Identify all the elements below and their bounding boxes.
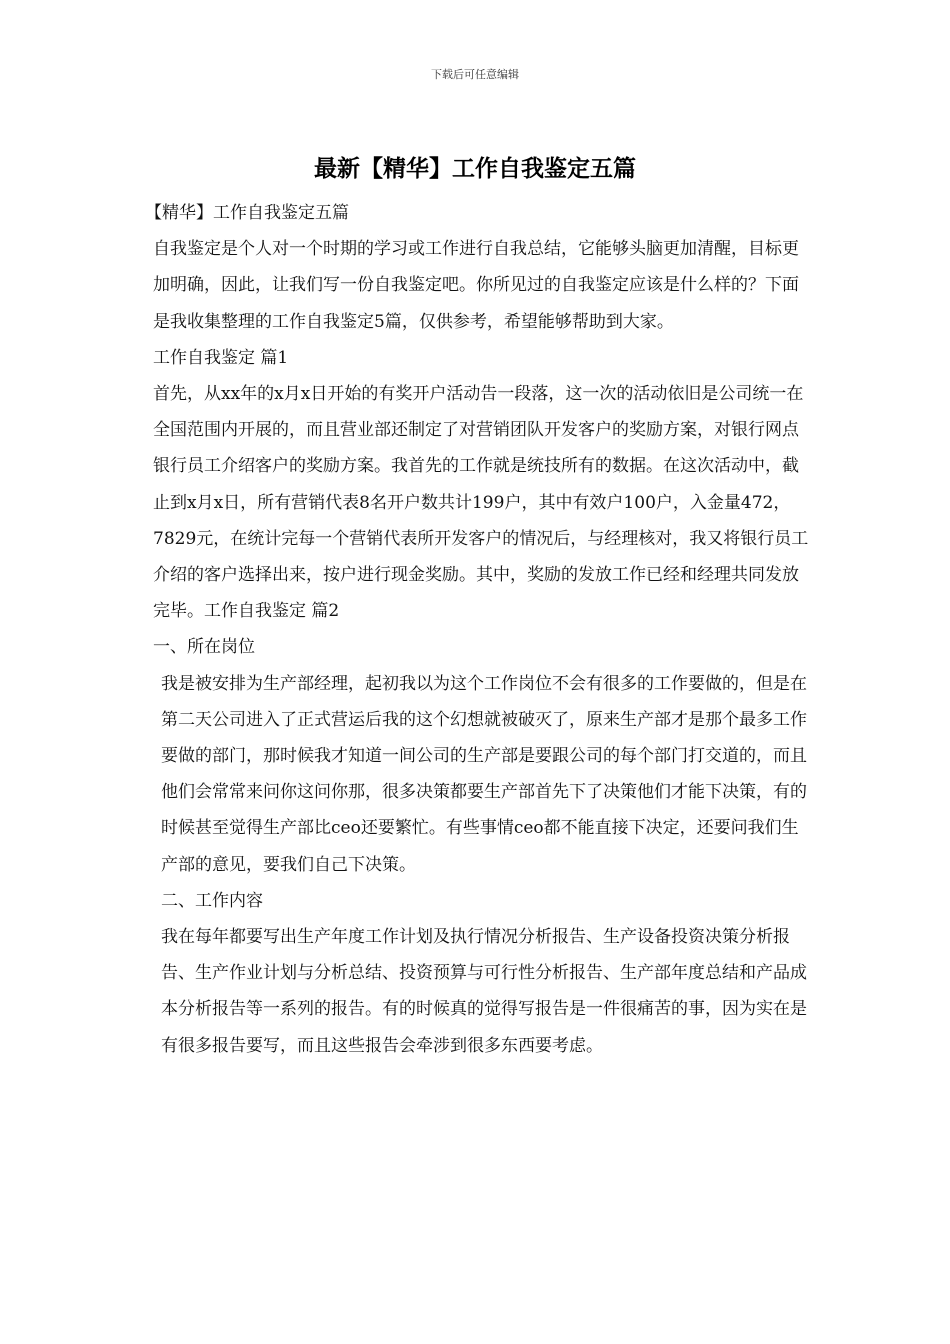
intro-paragraph: 自我鉴定是个人对一个时期的学习或工作进行自我总结，它能够头脑更加清醒，目标更加明确，因此，让我们写一份自我鉴定吧。你所见过的自我鉴定应该是什么样的？下面是我收集整理的工作自我鉴定5篇，仅供参考，希望能够帮助到大家。 <box>153 239 799 332</box>
section2-item2-paragraph: 我在每年都要写出生产年度工作计划及执行情况分析报告、生产设备投资决策分析报告、生产作业计划与分析总结、投资预算与可行性分析报告、生产部年度总结和产品成本分析报告等一系列的报告。有的时候真的觉得写报告是一件很痛苦的事，因为实在是有很多报告要写，而且这些报告会牵涉到很多东西要考虑。 <box>161 927 807 1056</box>
section2-item2-heading: 二、工作内容 <box>161 890 263 911</box>
section1-heading: 工作自我鉴定 篇1 <box>153 347 289 368</box>
section1-paragraph: 首先，从xx年的x月x日开始的有奖开户活动告一段落，这一次的活动依旧是公司统一在全国范围内开展的，而且营业部还制定了对营销团队开发客户的奖励方案，对银行网点银行员工介绍客户的奖励方案。我首先的工作就是统技所有的数据。在这次活动中，截止到x月x日，所有营销代表8名开户数共计199户，其中有效户100户，入金量472，7829元，在统计完每一个营销代表所开发客户的情况后，与经理核对，我又将银行员工介绍的客户选择出来，按户进行现金奖励。其中，奖励的发放工作已经和经理共同发放完毕。工作自我鉴定 篇2 <box>153 384 809 622</box>
section2-item1-paragraph: 我是被安排为生产部经理，起初我以为这个工作岗位不会有很多的工作要做的，但是在第二天公司进入了正式营运后我的这个幻想就被破灭了，原来生产部才是那个最多工作要做的部门，那时候我才知道一间公司的生产部是要跟公司的每个部门打交道的，而且他们会常常来问你这问你那，很多决策都要生产部首先下了决策他们才能下决策，有的时候甚至觉得生产部比ceo还要繁忙。有些事情ceo都不能直接下决定，还要问我们生产部的意见，要我们自己下决策。 <box>161 673 807 875</box>
section2-item1-heading: 一、所在岗位 <box>153 637 255 658</box>
document-title: 最新【精华】工作自我鉴定五篇 <box>314 155 636 182</box>
document-body <box>145 195 810 1064</box>
header-note: 下载后可任意编辑 <box>431 68 519 81</box>
document-subtitle: 【精华】工作自我鉴定五篇 <box>145 203 349 223</box>
